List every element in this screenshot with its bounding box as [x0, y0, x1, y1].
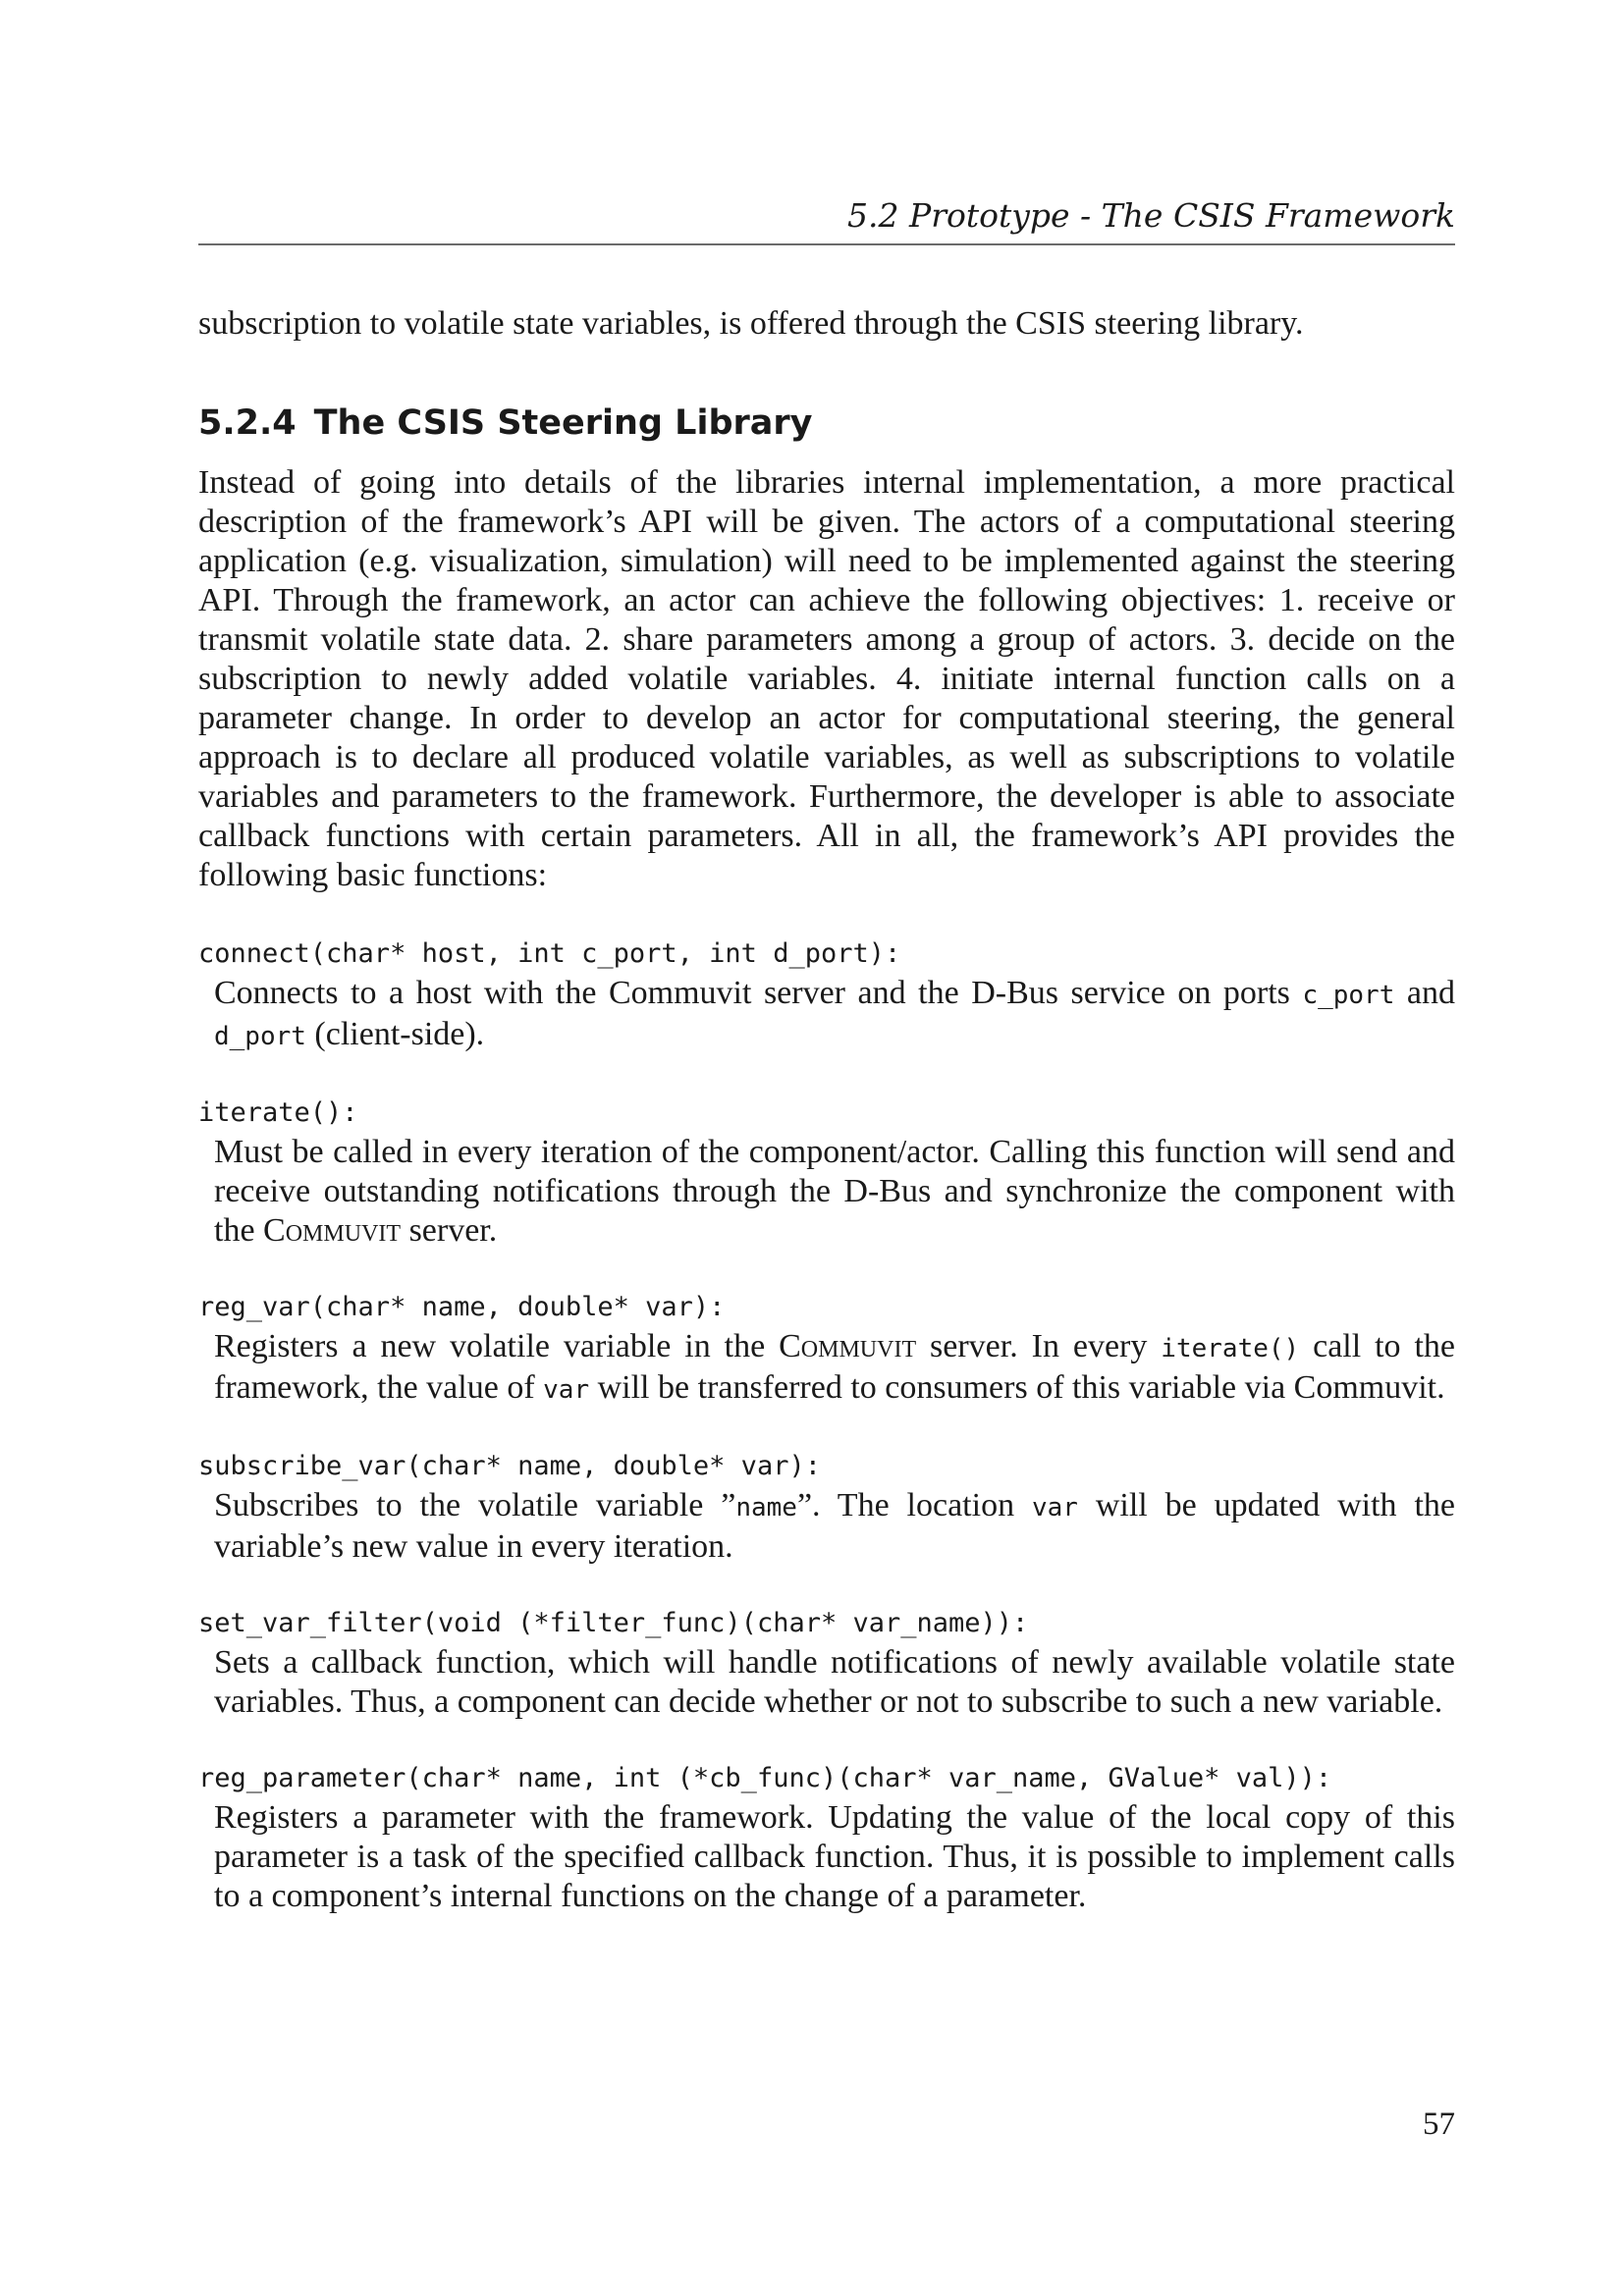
small-caps-term: Commuvit — [263, 1212, 402, 1249]
section-paragraph: Instead of going into details of the libraries internal implementation, a more practical description of the framework’s API will be given. The actors of a computational steering application (e.g. visualization, simulation) will need to be implemented against the steering API. Through the framework, an actor can achieve the following objectives: 1. receive or transmit volatile state data. 2. share parameters among a group of actors. 3. decide on the subscription to newly added volatile variables. 4. initiate internal function calls on a parameter change. In order to develop an actor for computational steering, the general approach is to declare all produced volatile variables, as well as subscriptions to volatile variables and parameters to the framework. Furthermore, the developer is able to associate callback functions with certain parameters. All in all, the framework’s API provides the following basic functions: — [198, 464, 1455, 893]
api-item-reg-var — [198, 1288, 1455, 1410]
inline-code: name — [735, 1493, 797, 1522]
api-signature: set_var_filter(void (*filter_func)(char* var_name)): — [198, 1608, 1029, 1638]
api-description: Sets a callback function, which will handle notifications of newly available volatile state variables. Thus, a component can decide whether or not to subscribe to such a new variable. — [214, 1644, 1455, 1720]
api-signature: reg_var(char* name, double* var): — [198, 1292, 726, 1322]
header-rule — [198, 243, 1455, 245]
api-description: Subscribes to the volatile variable ”name”. The location var will be updated with the variable’s new value in every iteration. — [214, 1487, 1455, 1565]
api-description: Registers a parameter with the framework. Updating the value of the local copy of this parameter is a task of the specified callback function. Thus, it is possible to implement calls to a component’s internal functions on the change of a parameter. — [214, 1799, 1455, 1914]
api-signature: reg_parameter(char* name, int (*cb_func)(char* var_name, GValue* val)): — [198, 1763, 1332, 1793]
api-function-list — [198, 934, 1455, 1916]
api-item-set-var-filter — [198, 1604, 1455, 1722]
api-signature: subscribe_var(char* name, double* var): — [198, 1451, 821, 1481]
main-content — [198, 304, 1455, 1953]
api-item-reg-parameter — [198, 1759, 1455, 1916]
api-item-connect — [198, 934, 1455, 1056]
inline-code: c_port — [1302, 981, 1395, 1010]
api-signature: iterate(): — [198, 1097, 358, 1128]
section-title: The CSIS Steering Library — [313, 403, 813, 443]
api-description: Registers a new volatile variable in the Commuvit server. In every iterate() call to the framework, the value of var will be transferred to consumers of this variable via Commuvit. — [214, 1328, 1455, 1406]
page — [198, 0, 1455, 2296]
section-heading — [198, 400, 1455, 446]
api-item-subscribe-var — [198, 1447, 1455, 1567]
inline-code: var — [1031, 1493, 1078, 1522]
api-description: Must be called in every iteration of the component/actor. Calling this function will send and receive outstanding notifications through the D-Bus and synchronize the component with the Commuvit server. — [214, 1134, 1455, 1249]
running-header: 5.2 Prototype - The CSIS Framework — [847, 196, 1455, 235]
inline-code: iterate() — [1161, 1334, 1300, 1363]
small-caps-term: Commuvit — [779, 1328, 917, 1364]
continuation-paragraph: subscription to volatile state variables, is offered through the CSIS steering library. — [198, 305, 1304, 342]
section-number: 5.2.4 — [198, 403, 297, 443]
inline-code: d_port — [214, 1022, 306, 1051]
api-signature: connect(char* host, int c_port, int d_port): — [198, 938, 901, 969]
api-description: Connects to a host with the Commuvit server and the D-Bus service on ports c_port and d_port (client-side). — [214, 975, 1455, 1052]
page-number: 57 — [1423, 2107, 1455, 2142]
inline-code: var — [543, 1375, 590, 1405]
api-item-iterate — [198, 1094, 1455, 1251]
